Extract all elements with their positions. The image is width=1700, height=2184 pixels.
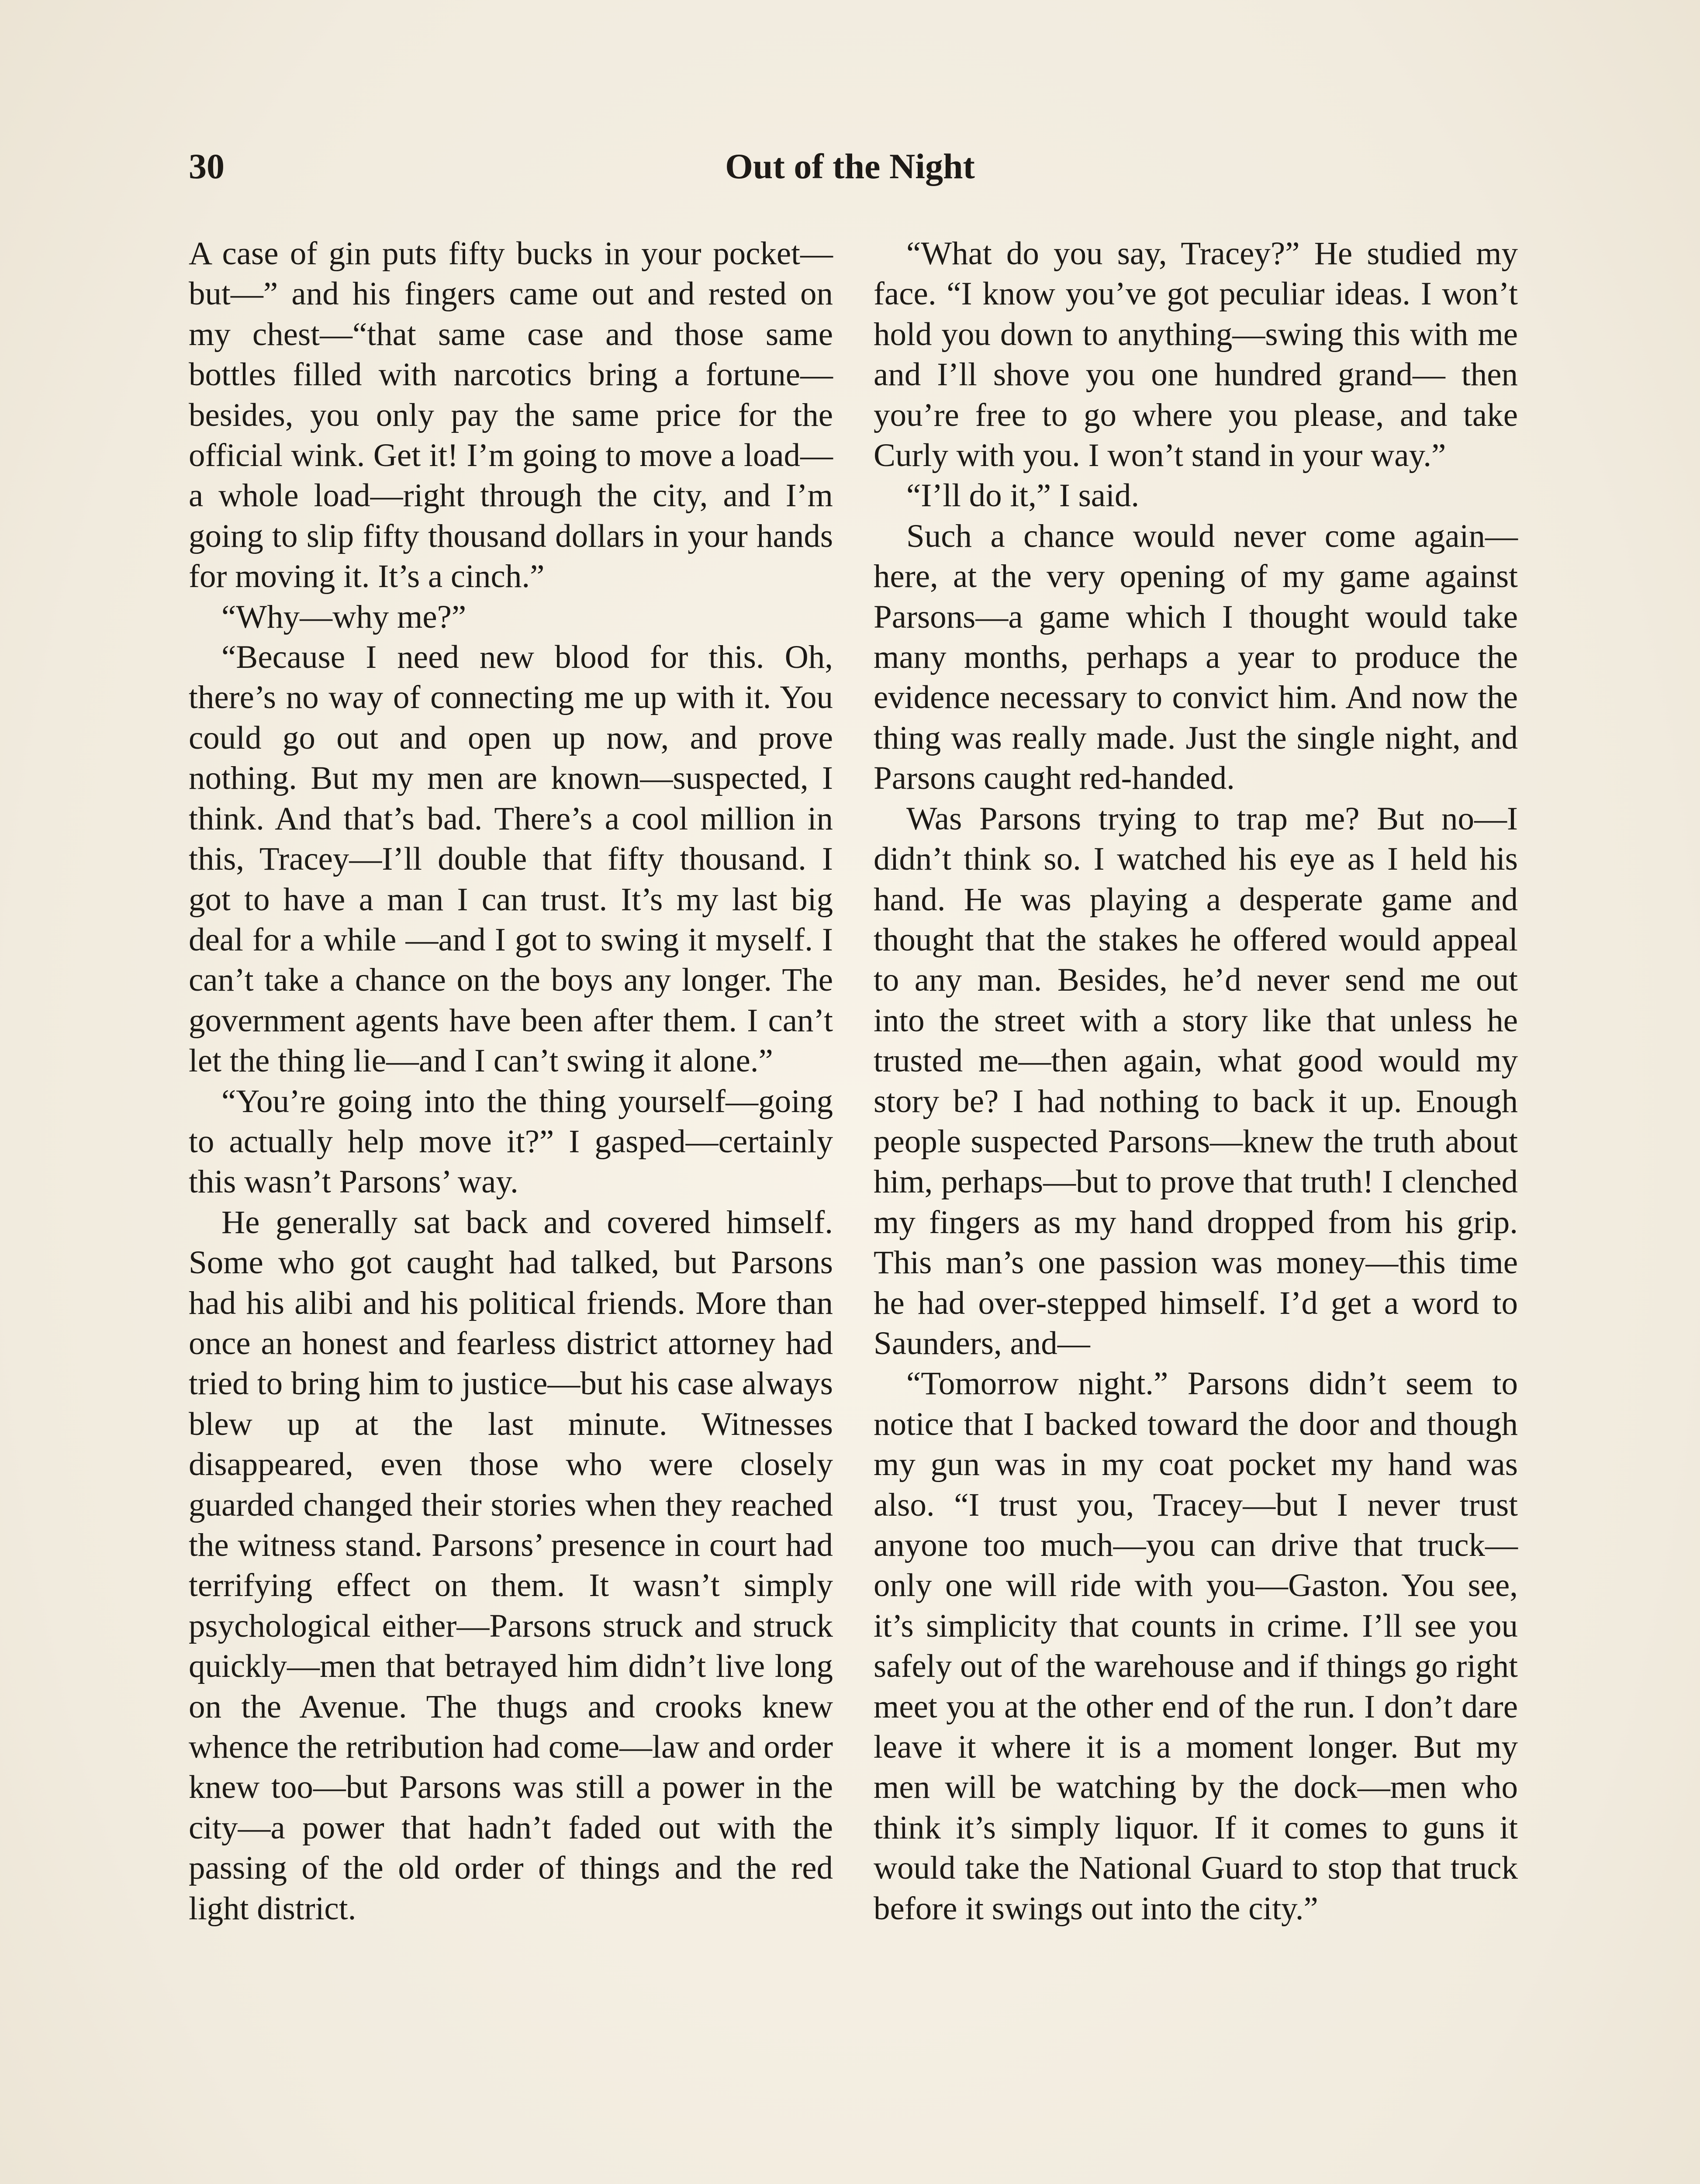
paragraph: “Tomorrow night.” Parsons didn’t seem to notice that I backed toward the door and though my gun was in my coat pocket my hand was also. “I trust you, Tracey—but I never trust anyone too much—you can drive that truck— only one will ride with you—Gaston. You see, it’s simplicity that counts in crime. I’ll see you safely out of the warehouse and if things go right meet you at the other end of the run. I don’t dare leave it where it is a moment longer. But my men will be watching by the dock—men who think it’s simply liquor. If it comes to guns it would take the National Guard to stop that truck before it swings out into the city.”	[874, 1365, 1518, 1927]
paragraph: “What do you say, Tracey?” He studied my face. “I know you’ve got peculiar ideas. I won’t hold you down to anything—swing this with me and I’ll shove you one hundred grand— then you’re free to go where you please, and take Curly with you. I won’t stand in your way.”	[874, 235, 1518, 474]
paragraph: Was Parsons trying to trap me? But no—I didn’t think so. I watched his eye as I held his hand. He was playing a desperate game and thought that the stakes he offered would appeal to any man. Besides, he’d never send me out into the street with a story like that unless he trusted me—then again, what good would my story be? I had nothing to back it up. Enough people suspected Parsons—knew the truth about him, perhaps—but to prove that truth! I clenched my fingers as my hand dropped from his grip. This man’s one passion was money—this time he had over-stepped himself. I’d get a word to Saunders, and—	[874, 800, 1518, 1362]
paragraph: “I’ll do it,” I said.	[906, 477, 1140, 514]
right-text-column	[874, 234, 1518, 1929]
paragraph: “Because I need new blood for this. Oh, there’s no way of connecting me up with it. You could go out and open up now, and prove nothing. But my men are known—suspected, I think. And that’s bad. There’s a cool million in this, Tracey—I’ll double that fifty thousand. I got to have a man I can trust. It’s my last big deal for a while —and I got to swing it myself. I can’t take a chance on the boys any longer. The government agents have been after them. I can’t let the thing lie—and I can’t swing it alone.”	[189, 639, 833, 1079]
paragraph: “Why—why me?”	[221, 598, 466, 635]
paragraph: He generally sat back and covered himself. Some who got caught had talked, but Parsons had his alibi and his political friends. More than once an honest and fearless district attorney had tried to bring him to justice—but his case always blew up at the last minute. Witnesses disappeared, even those who were closely guarded changed their stories when they reached the witness stand. Parsons’ presence in court had terrifying effect on them. It wasn’t simply psychological either—Parsons struck and struck quickly—men that betrayed him didn’t live long on the Avenue. The thugs and crooks knew whence the retribution had come—law and order knew too—but Parsons was still a power in the city—a power that hadn’t faded out with the passing of the old order of things and the red light district.	[189, 1204, 833, 1927]
paragraph: Such a chance would never come again—here, at the very opening of my game against Parsons—a game which I thought would take many months, perhaps a year to produce the evidence necessary to convict him. And now the thing was really made. Just the single night, and Parsons caught red-handed.	[874, 518, 1518, 797]
running-title: Out of the Night	[725, 146, 975, 186]
paragraph: A case of gin puts fifty bucks in your pocket—but—” and his fingers came out and rested on my chest—“that same case and those same bottles filled with narcotics bring a fortune—besides, you only pay the same price for the official wink. Get it! I’m going to move a load—a whole load—right through the city, and I’m going to slip fifty thousand dollars in your hands for moving it. It’s a cinch.”	[189, 235, 833, 595]
left-text-column	[189, 234, 833, 1929]
paragraph: “You’re going into the thing yourself—going to actually help move it?” I gasped—certainly this wasn’t Parsons’ way.	[189, 1083, 833, 1200]
page-number: 30	[189, 146, 225, 186]
